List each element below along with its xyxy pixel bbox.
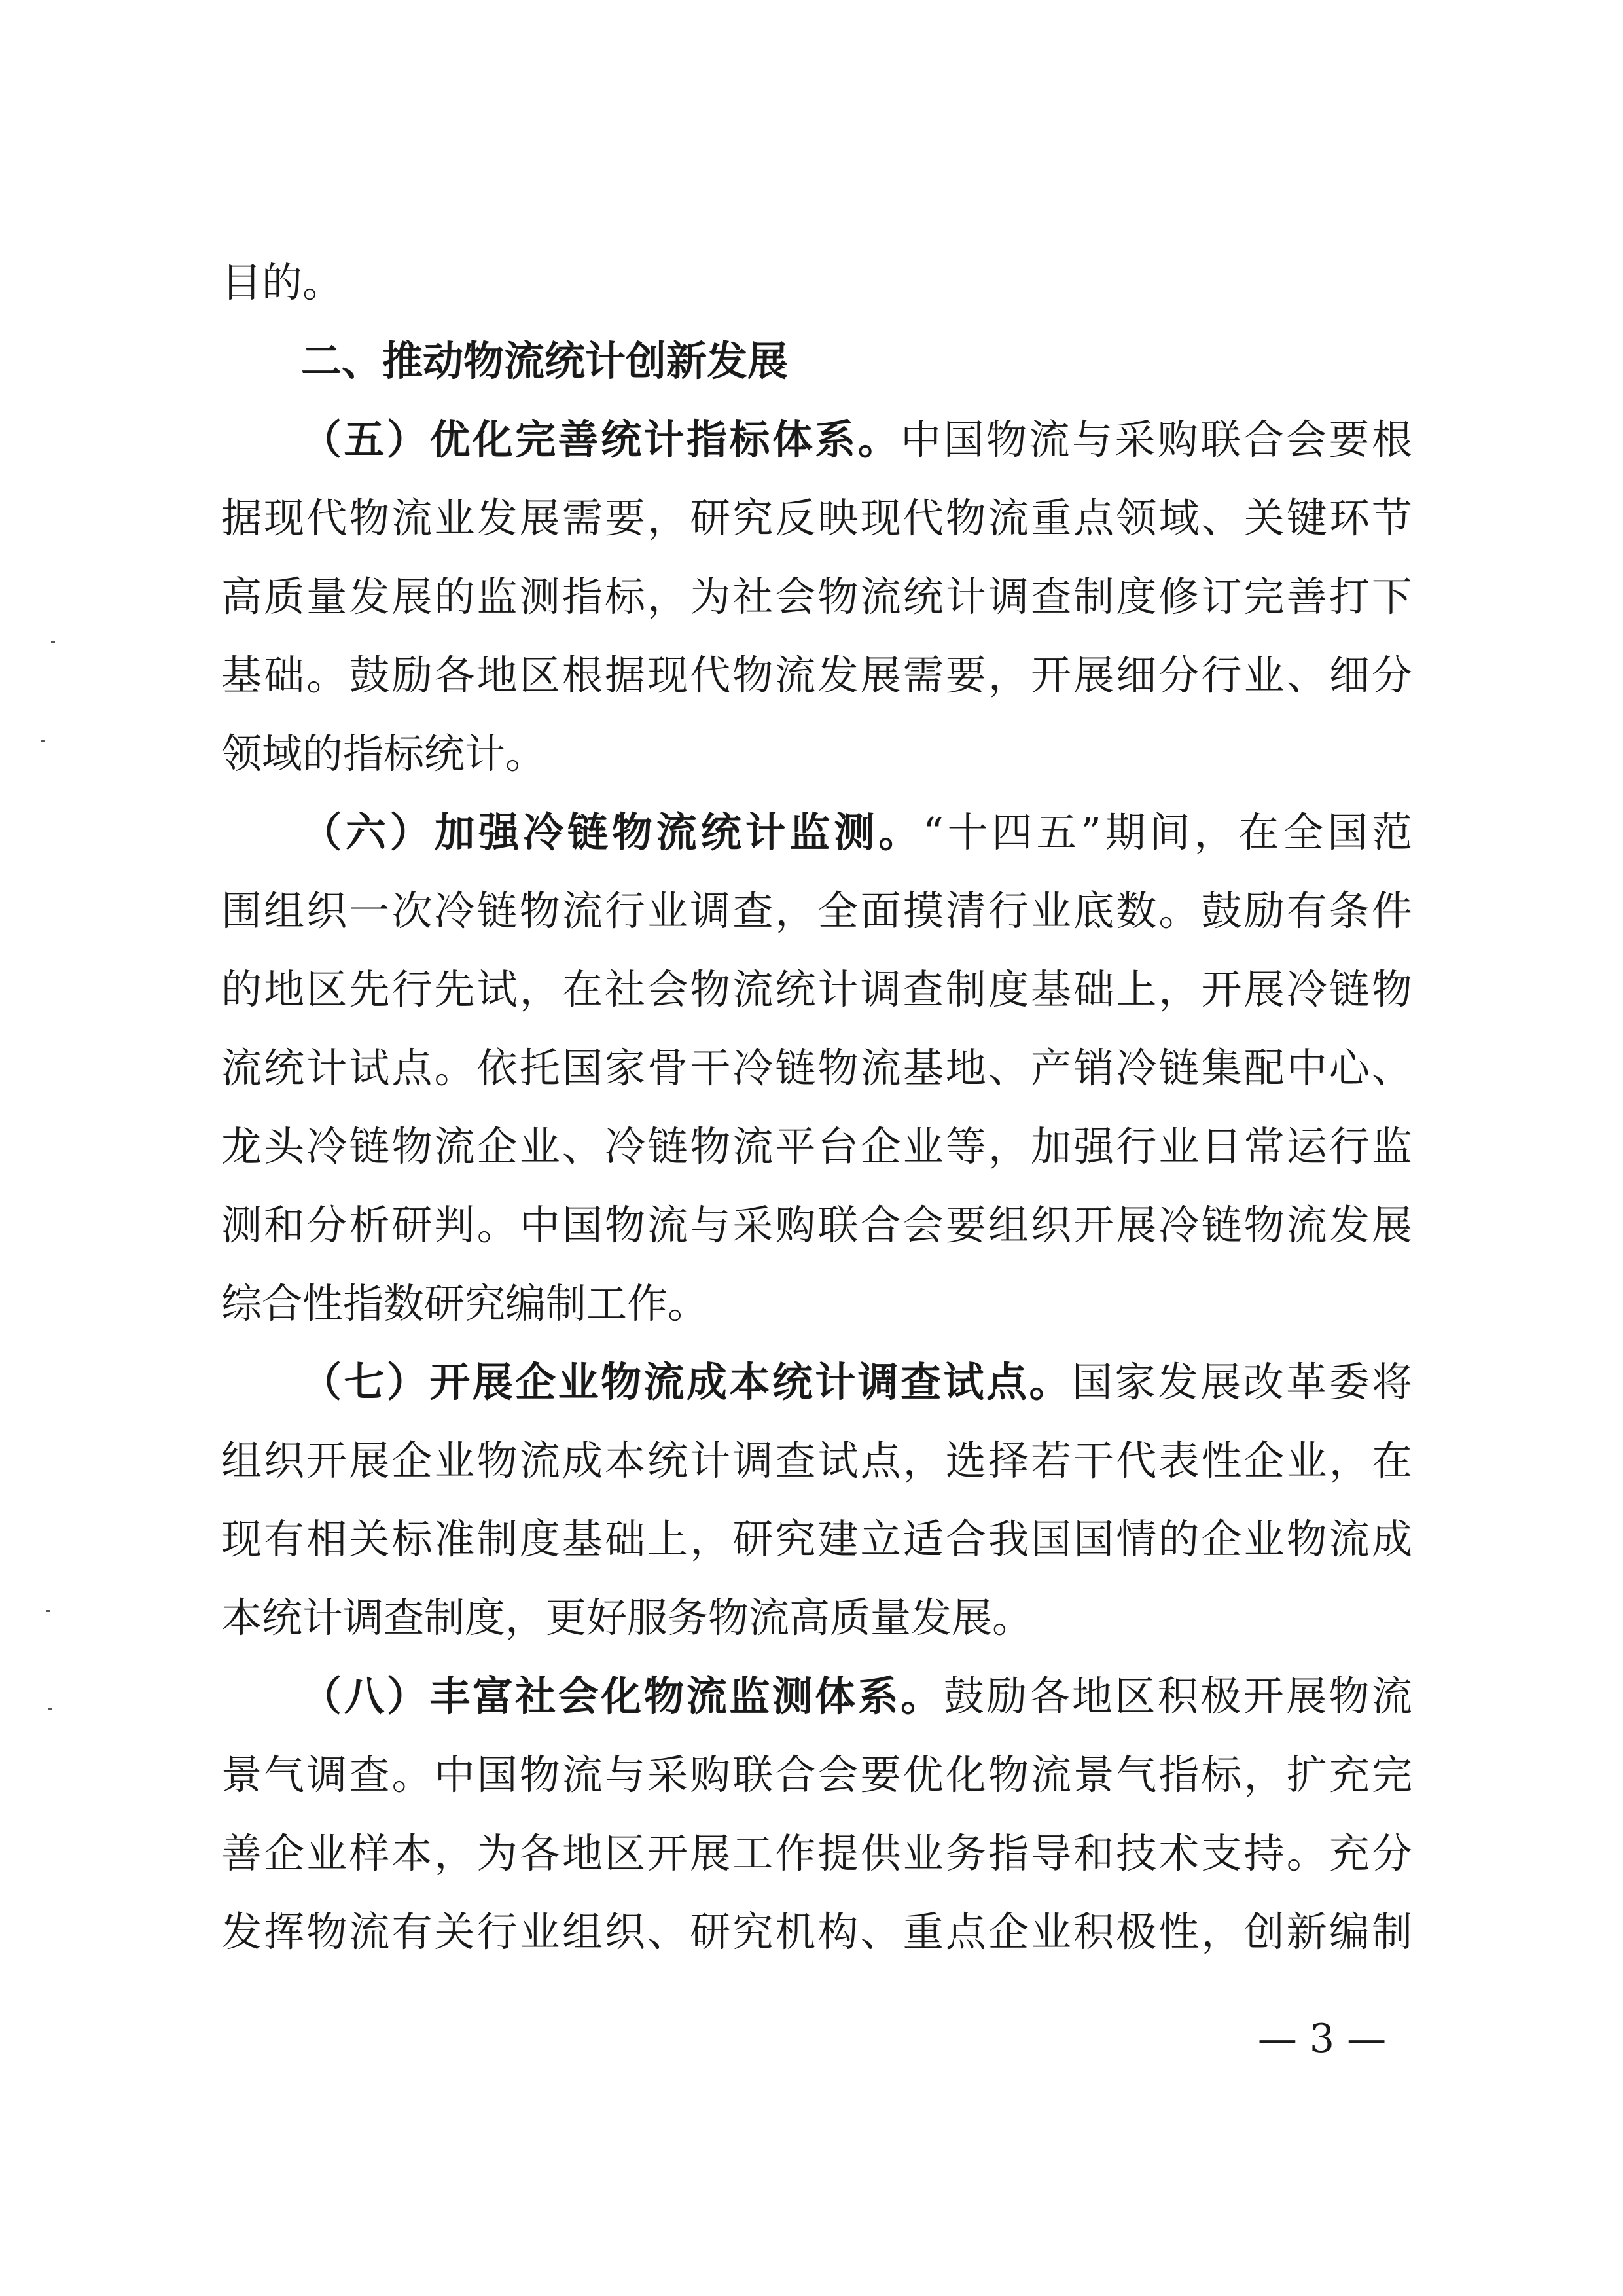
paragraph-7-line-3: 现有相关标准制度基础上，研究建立适合我国国情的企业物流成 — [221, 1515, 1412, 1563]
paragraph-8-line-3: 善企业样本，为各地区开展工作提供业务指导和技术支持。充分 — [221, 1829, 1412, 1877]
paragraph-6-line-4: 流统计试点。依托国家骨干冷链物流基地、产销冷链集配中心、 — [221, 1044, 1412, 1092]
paragraph-8-lead: （八）丰富社会化物流监测体系。 — [301, 1672, 944, 1720]
paragraph-5-line-4: 基础。鼓励各地区根据现代物流发展需要，开展细分行业、细分 — [221, 651, 1412, 699]
scan-mark — [41, 740, 45, 742]
paragraph-6-line-1: “十四五”期间，在全国范 — [923, 808, 1412, 856]
page-number: — 3 — — [1257, 2016, 1387, 2062]
paragraph-6-line-3: 的地区先行先试，在社会物流统计调查制度基础上，开展冷链物 — [221, 965, 1412, 1013]
opening-fragment: 目的。 — [221, 259, 344, 306]
paragraph-7-line-2: 组织开展企业物流成本统计调查试点，选择若干代表性企业，在 — [221, 1437, 1412, 1484]
paragraph-5-line-2: 据现代物流业发展需要，研究反映现代物流重点领域、关键环节 — [221, 494, 1412, 542]
paragraph-7-line-4: 本统计调查制度，更好服务物流高质量发展。 — [221, 1594, 1033, 1641]
paragraph-7-first-line — [301, 1342, 1412, 1423]
paragraph-6-line-7: 综合性指数研究编制工作。 — [221, 1280, 709, 1327]
scan-mark — [46, 1610, 50, 1612]
paragraph-7-lead: （七）开展企业物流成本统计调查试点。 — [301, 1358, 1072, 1406]
paragraph-5-lead: （五）优化完善统计指标体系。 — [301, 416, 901, 463]
paragraph-8-line-4: 发挥物流有关行业组织、研究机构、重点企业积极性，创新编制 — [221, 1908, 1412, 1956]
paragraph-8-line-1: 鼓励各地区积极开展物流 — [943, 1672, 1412, 1720]
paragraph-5-line-5: 领域的指标统计。 — [221, 730, 546, 778]
paragraph-6-first-line — [301, 792, 1412, 873]
scan-mark — [48, 1708, 52, 1710]
paragraph-6-line-2: 围组织一次冷链物流行业调查，全面摸清行业底数。鼓励有条件 — [221, 887, 1412, 935]
paragraph-5-line-3: 高质量发展的监测指标，为社会物流统计调查制度修订完善打下 — [221, 573, 1412, 620]
paragraph-7-line-1: 国家发展改革委将 — [1071, 1358, 1412, 1406]
paragraph-5-first-line — [301, 399, 1412, 480]
paragraph-8-line-2: 景气调查。中国物流与采购联合会要优化物流景气指标，扩充完 — [221, 1751, 1412, 1799]
section-heading: 二、推动物流统计创新发展 — [301, 337, 789, 385]
paragraph-8-first-line — [301, 1656, 1412, 1737]
scan-mark — [51, 641, 55, 643]
paragraph-6-line-6: 测和分析研判。中国物流与采购联合会要组织开展冷链物流发展 — [221, 1201, 1412, 1249]
paragraph-6-line-5: 龙头冷链物流企业、冷链物流平台企业等，加强行业日常运行监 — [221, 1122, 1412, 1170]
paragraph-5-line-1: 中国物流与采购联合会要根 — [901, 416, 1412, 463]
paragraph-6-lead: （六）加强冷链物流统计监测。 — [301, 808, 923, 856]
